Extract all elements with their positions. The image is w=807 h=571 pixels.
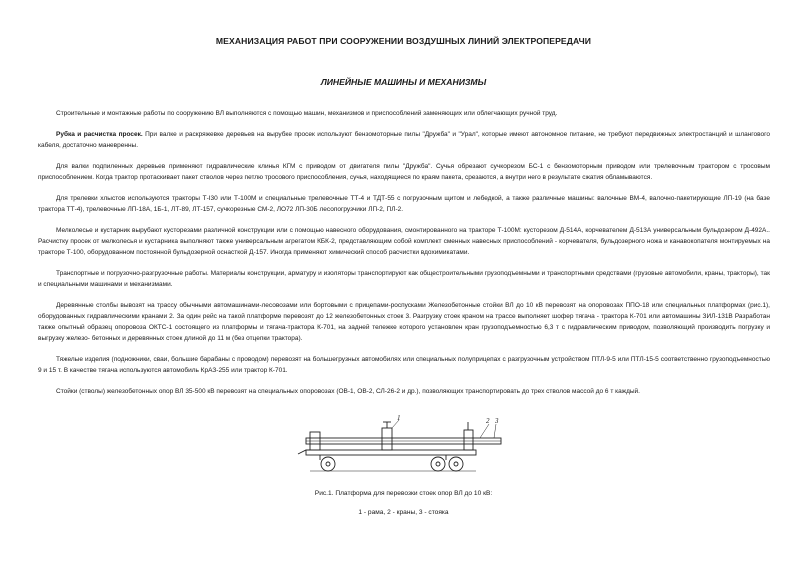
figure-label-1: 1 <box>397 414 401 422</box>
paragraph-clearing-text: При валке и раскряжевке деревьев на вырубке просек используют бензомоторные пилы "Дружба" и "Урал", которые имеют автономное питание, не требуют передвижных электростанций и шлангового кабеля, достаточно маневренны. <box>38 131 770 149</box>
section-title: ЛИНЕЙНЫЕ МАШИНЫ И МЕХАНИЗМЫ <box>320 77 487 87</box>
paragraph-clearing-heading: Рубка и расчистка просек. <box>56 131 143 138</box>
wheel <box>431 457 445 471</box>
figure-legend: 1 - рама, 2 - краны, 3 - стояка <box>358 509 449 516</box>
figure-label-3: 3 <box>495 417 499 425</box>
platform-frame <box>306 450 476 455</box>
paragraph-clearing <box>38 129 770 151</box>
hitch <box>298 450 320 454</box>
paragraph-stands: Стойки (стволы) железобетонных опор ВЛ 35-500 кВ перевозят на специальных опоровозах (ОВ-1, ОВ-2, СЛ-26-2 и др.), позволяющих транспортировать до трех стволов массой до 6 т каждый. <box>56 388 640 395</box>
paragraph-brush: Мелколесье и кустарник вырубают кусторезами различной конструкции или с помощью навесного оборудования, смонтированного на тракторе Т-100М: кусторезом Д-514А, корчевателем Д-513А универсальным бульдозером Д-492А.. Расчистку просек от мелколесья и кустарника выполняют также универсальным агрегатом КБК-2, представляющим собой комплект сменных навесных приспособлений - корчевателя, бульдозерного ножа и канавокопателя монтируемых на тракторе Т-100, оборудованном постоянной бульдозерной оснасткой Д-157. Иногда применяют химический способ расчистки вдохимикатами. <box>38 227 770 256</box>
wheel <box>449 457 463 471</box>
crane <box>382 428 392 450</box>
paragraph-poles: Деревянные столбы вывозят на трассу обычными автомашинами-лесовозами или бортовыми с прицепами-роспусками Железобетонные стойки ВЛ до 10 кВ перевозят на опоровозах ППО-18 или специальных платформах (рис.1), оборудованных гидравлическими кранами 2. За один рейс на такой платформе перевозят до 12 железобетонных стоек 3. Разгрузку стоек краном на трассе выполняет шофер тягача - трактора К-701 или автомашины ЗИЛ-131В Разработан также опытный образец опоровоза ОКТС-1 состоящего из платформы и тягача-трактора К-701, на задней тележке которого установлен кран грузоподъемностью 6,3 т с гидравлическим приводом, позволяющий производить погрузку и выгрузку железо- бетонных и деревянных стоек длиной до 11 м (без отцепки трактора). <box>38 302 770 342</box>
wheel <box>321 457 335 471</box>
figure-label-2: 2 <box>486 417 490 425</box>
platform-figure <box>296 414 511 480</box>
page-title: МЕХАНИЗАЦИЯ РАБОТ ПРИ СООРУЖЕНИИ ВОЗДУШНЫХ ЛИНИЙ ЭЛЕКТРОПЕРЕДАЧИ <box>215 36 592 46</box>
paragraph-intro: Строительные и монтажные работы по сооружению ВЛ выполняются с помощью машин, механизмов и приспособлений заменяющих или облегчающих ручной труд. <box>56 110 558 117</box>
paragraph-felling: Для валки подпиленных деревьев применяют гидравлические клинья КГМ с приводом от двигателя пилы "Дружба". Сучья обрезают сучкорезом БС-1 с бензомоторным приводом или трелевочным трактором с тросовым приспособлением. Когда трактор протаскивает пакет стволов через петлю тросового приспособления, сучья, находящиеся по краям пакета, срезаются, а внутри него в результате сжатия обламываются. <box>38 163 770 181</box>
rear-stand <box>464 430 473 450</box>
paragraph-skidding: Для трелевки хлыстов используются тракторы Т-I30 или Т-100М и специальные трелевочные ТТ-4 и ТДТ-55 с погрузочным щитом и лебедкой, а также различные машины: валочные ВМ-4, валочно-пакетирующие ЛП-19 (на базе трактора ТТ-4), трелевочные ЛП-18А, 1Б-1, ЛТ-89, ЛТ-157, сучкорезные СМ-2, ЛО72 ЛП-30Б лесопогрузчики ЛП-2, ПЛ-2. <box>38 195 770 213</box>
body-text <box>38 108 770 407</box>
paragraph-heavy: Тяжелые изделия (подножники, сваи, большие барабаны с проводом) перевозят на большегрузных автомобилях или специальных полуприцепах с разгрузочным устройством ПТЛ-9-5 или ПТЛ-15-5 соответственно грузоподъемностью 9 и 15 т. В качестве тягача используются автомобиль КрАЗ-255 или трактор К-701. <box>38 356 770 374</box>
paragraph-transport: Транспортные и погрузочно-разгрузочные работы. Материалы конструкции, арматуру и изоляторы транспортируют как общестроительными грузоподъемными и транспортными средствами (грузовые автомобили, краны, тракторы), так и специальными машинами и механизмами. <box>38 270 770 288</box>
figure-caption: Рис.1. Платформа для перевозки стоек опор ВЛ до 10 кВ: <box>314 490 493 497</box>
